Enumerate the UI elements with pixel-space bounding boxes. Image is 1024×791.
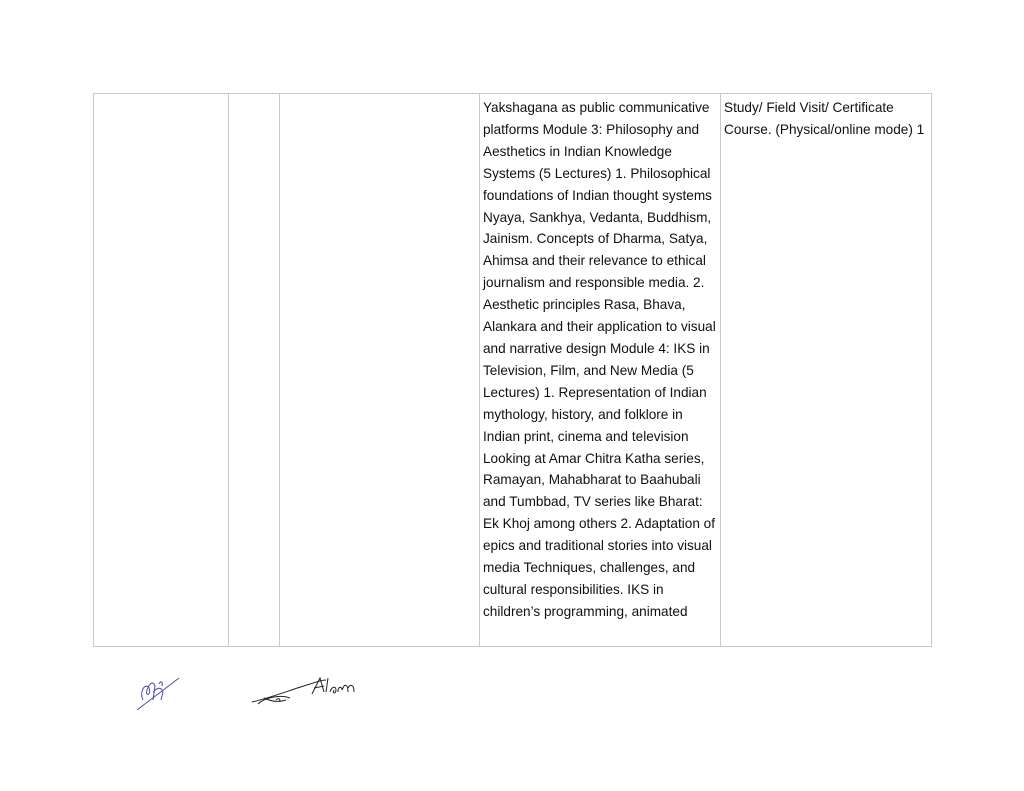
table-row xyxy=(94,94,932,647)
delivery-mode-cell: Study/ Field Visit/ Certificate Course. (Physical/online mode) 1 xyxy=(721,94,932,647)
table-cell-1 xyxy=(94,94,229,647)
signature-2 xyxy=(250,672,360,708)
table-cell-3 xyxy=(280,94,480,647)
syllabus-table xyxy=(93,93,932,647)
course-content-cell: Yakshagana as public communicative platforms Module 3: Philosophy and Aesthetics in Indian Knowledge Systems (5 Lectures) 1. Philosophical foundations of Indian thought systems Nyaya, Sankhya, Vedanta, Buddhism, Jainism. Concepts of Dharma, Satya, Ahimsa and their relevance to ethical journalism and responsible media. 2. Aesthetic principles Rasa, Bhava, Alankara and their application to visual and narrative design Module 4: IKS in Television, Film, and New Media (5 Lectures) 1. Representation of Indian mythology, history, and folklore in Indian print, cinema and television Looking at Amar Chitra Katha series, Ramayan, Mahabharat to Baahubali and Tumbbad, TV series like Bharat: Ek Khoj among others 2. Adaptation of epics and traditional stories into visual media Techniques, challenges, and cultural responsibilities. IKS in children’s programming, animated xyxy=(480,94,721,647)
table-cell-2 xyxy=(229,94,280,647)
signature-1 xyxy=(133,670,185,714)
